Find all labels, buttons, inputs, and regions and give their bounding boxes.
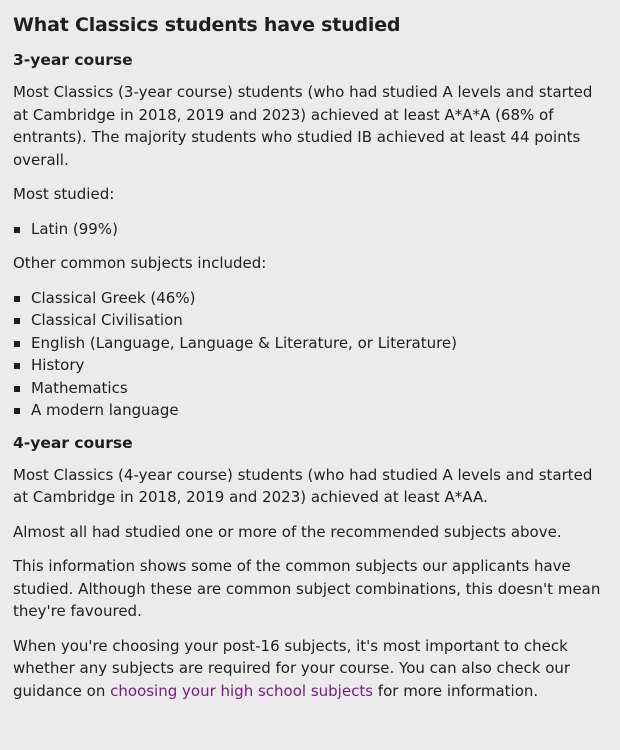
list-item — [13, 399, 602, 422]
choosing-subjects-link[interactable]: choosing your high school subjects — [110, 681, 374, 700]
bullet-icon — [14, 363, 20, 369]
list-item — [13, 287, 602, 310]
list-item-text: Latin (99%) — [31, 219, 118, 238]
guidance-text-before: When you're choosing your post-16 subjects, it's most important to check whether any subjects are required for your course. You can also check our guidance on — [13, 636, 571, 700]
list-item — [13, 218, 602, 241]
list-item — [13, 309, 602, 332]
bullet-icon — [14, 318, 20, 324]
most-studied-label: Most studied: — [13, 185, 115, 203]
bullet-icon — [14, 386, 20, 392]
bullet-icon — [14, 227, 20, 233]
list-item-text: Classical Greek (46%) — [31, 288, 196, 307]
bullet-icon — [14, 408, 20, 414]
bullet-icon — [14, 296, 20, 302]
list-item-text: Classical Civilisation — [31, 311, 183, 329]
bullet-icon — [14, 341, 20, 347]
list-item-text: English (Language, Language & Literature, or Literature) — [31, 333, 457, 352]
other-subjects-list — [13, 287, 602, 422]
three-year-heading: 3-year course — [13, 51, 133, 69]
list-item-text: History — [31, 356, 85, 374]
four-year-intro: Most Classics (4-year course) students (who had studied A levels and started at Cambridge in 2018, 2019 and 2023) achieved at least A*AA. — [13, 465, 593, 506]
list-item-text: Mathematics — [31, 378, 128, 397]
list-item — [13, 377, 602, 400]
list-item-text: A modern language — [31, 401, 179, 419]
other-subjects-label: Other common subjects included: — [13, 254, 267, 272]
four-year-heading: 4-year course — [13, 433, 133, 452]
three-year-intro: Most Classics (3-year course) students (who had studied A levels and started at Cambridge in 2018, 2019 and 2023) achieved at least A*A*A (68% of entrants). The majority students who studied IB achieved at least 44 points overall. — [13, 83, 593, 169]
info-note: This information shows some of the common subjects our applicants have studied. Although these are common subject combinations, this doesn't mean they're favoured. — [13, 557, 601, 620]
list-item — [13, 332, 602, 355]
page-title: What Classics students have studied — [13, 14, 401, 36]
recommended-subjects-note: Almost all had studied one or more of the recommended subjects above. — [13, 522, 562, 541]
guidance-text-after: for more information. — [373, 681, 539, 700]
most-studied-list — [13, 218, 602, 241]
guidance-paragraph — [13, 635, 602, 703]
list-item — [13, 354, 602, 377]
